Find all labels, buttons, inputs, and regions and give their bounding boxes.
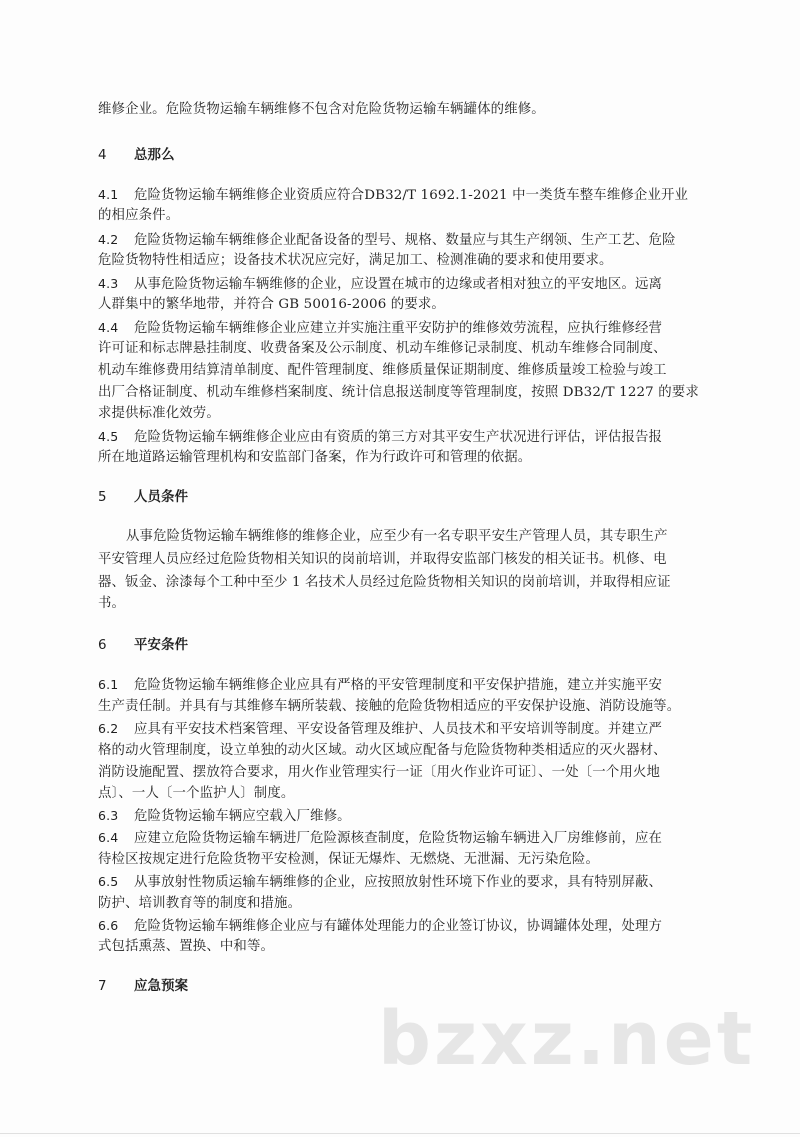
clause-number: 4.5 — [98, 429, 119, 444]
clause-6-3 — [98, 806, 708, 827]
clause-text: 危险货物运输车辆维修企业配备设备的型号、规格、数量应与其生产纲领、生产工艺、危险 — [134, 233, 676, 248]
text-line: 机动车维修费用结算清单制度、配件管理制度、维修质量保证期制度、维修质量竣工检验与竣工 — [98, 363, 667, 378]
clause-4-4 — [98, 318, 708, 339]
clause-4-5 — [98, 427, 708, 448]
clause-4-1 — [98, 185, 708, 206]
clause-6-5 — [98, 872, 708, 893]
text-line: 所在地道路运输管理机构和安监部门备案，作为行政许可和管理的依据。 — [98, 450, 532, 465]
section-number: 6 — [98, 638, 107, 653]
clause-text: 危险货物运输车辆应空载入厂维修。 — [134, 809, 351, 824]
text-line: 式包括熏蒸、置换、中和等。 — [98, 939, 275, 954]
clause-number: 4.1 — [98, 187, 119, 202]
section-heading-6 — [98, 636, 708, 656]
section-heading-4 — [98, 146, 708, 166]
clause-number: 4.4 — [98, 320, 119, 335]
text-line: 防护、培训教育等的制度和措施。 — [98, 896, 302, 911]
text-line: 维修企业。危险货物运输车辆维修不包含对危险货物运输车辆罐体的维修。 — [98, 102, 545, 117]
watermark: bzxz.net — [378, 996, 756, 1082]
clause-number: 6.5 — [98, 874, 119, 889]
section-title: 应急预案 — [134, 979, 189, 994]
clause-text: 危险货物运输车辆维修企业应建立并实施注重平安防护的维修效劳流程，应执行维修经营 — [134, 321, 663, 336]
indented-paragraph-line: 从事危险货物运输车辆维修的维修企业，应至少有一名专职平安生产管理人员，其专职生产 — [126, 529, 668, 544]
section-title: 总那么 — [134, 148, 175, 163]
text-line: 待检区按规定进行危险货物平安检测，保证无爆炸、无燃烧、无泄漏、无污染危险。 — [98, 852, 600, 867]
section-heading-7 — [98, 977, 708, 997]
clause-4-2 — [98, 230, 708, 251]
clause-6-1 — [98, 675, 708, 696]
clause-number: 6.2 — [98, 721, 119, 736]
clause-4-3 — [98, 274, 708, 295]
text-line: 平安管理人员应经过危险货物相关知识的岗前培训，并取得安监部门核发的相关证书。机修、电 — [98, 552, 667, 567]
section-number: 4 — [98, 148, 107, 163]
clause-text: 危险货物运输车辆维修企业应具有严格的平安管理制度和平安保护措施，建立并实施平安 — [134, 678, 663, 693]
text-line: 格的动火管理制度，设立单独的动火区域。动火区域应配备与危险货物种类相适应的灭火器材、 — [98, 743, 667, 758]
page-bottom-edge — [0, 1133, 800, 1134]
text-line: 求提供标准化效劳。 — [98, 406, 220, 421]
clause-number: 6.4 — [98, 830, 119, 845]
text-line: 消防设施配置、摆放符合要求，用火作业管理实行一证〔用火作业许可证〕、一处〔一个用火地 — [98, 765, 661, 780]
text-line: 许可证和标志牌悬挂制度、收费备案及公示制度、机动车维修记录制度、机动车维修合同制度、 — [98, 341, 667, 356]
section-heading-5 — [98, 488, 708, 508]
text-line: 器、钣金、涂漆每个工种中至少 1 名技术人员经过危险货物相关知识的岗前培训，并取得相应证 — [98, 575, 671, 590]
text-line: 危险货物特性相适应；设备技术状况应完好，满足加工、检测准确的要求和使用要求。 — [98, 253, 613, 268]
text-line: 点〕、一人〔一个监护人〕制度。 — [98, 786, 295, 801]
clause-6-2 — [98, 719, 708, 740]
clause-text: 从事放射性物质运输车辆维修的企业，应按照放射性环境下作业的要求，具有特别屏蔽、 — [134, 875, 663, 890]
clause-number: 4.3 — [98, 276, 119, 291]
clause-number: 6.1 — [98, 677, 119, 692]
section-title: 平安条件 — [134, 638, 189, 653]
clause-6-4 — [98, 828, 708, 849]
text-line: 出厂合格证制度、机动车维修档案制度、统计信息报送制度等管理制度，按照 DB32/T 1227 的要求 — [98, 385, 699, 400]
section-number: 5 — [98, 490, 107, 505]
clause-text: 危险货物运输车辆维修企业应由有资质的第三方对其平安生产状况进行评估，评估报告报 — [134, 430, 663, 445]
text-line: 生产责任制。并具有与其维修车辆所装载、接触的危险货物相适应的平安保护设施、消防设施等。 — [98, 699, 681, 714]
clause-text: 危险货物运输车辆维修企业资质应符合DB32/T 1692.1-2021 中一类货车整车维修企业开业 — [134, 188, 689, 203]
text-line: 书。 — [98, 596, 126, 611]
clause-number: 4.2 — [98, 232, 119, 247]
section-number: 7 — [98, 979, 107, 994]
text-line: 的相应条件。 — [98, 208, 180, 223]
text-line: 人群集中的繁华地带，并符合 GB 50016-2006 的要求。 — [98, 297, 445, 312]
clause-text: 危险货物运输车辆维修企业应与有罐体处理能力的企业签订协议，协调罐体处理，处理方 — [134, 919, 663, 934]
clause-text: 应具有平安技术档案管理、平安设备管理及维护、人员技术和平安培训等制度。并建立严 — [134, 722, 663, 737]
clause-number: 6.6 — [98, 918, 119, 933]
clause-text: 应建立危险货物运输车辆进厂危险源核查制度，危险货物运输车辆进入厂房维修前，应在 — [134, 831, 663, 846]
clause-number: 6.3 — [98, 808, 119, 823]
clause-text: 从事危险货物运输车辆维修的企业，应设置在城市的边缘或者相对独立的平安地区。远离 — [134, 277, 663, 292]
section-title: 人员条件 — [134, 490, 189, 505]
clause-6-6 — [98, 916, 708, 937]
